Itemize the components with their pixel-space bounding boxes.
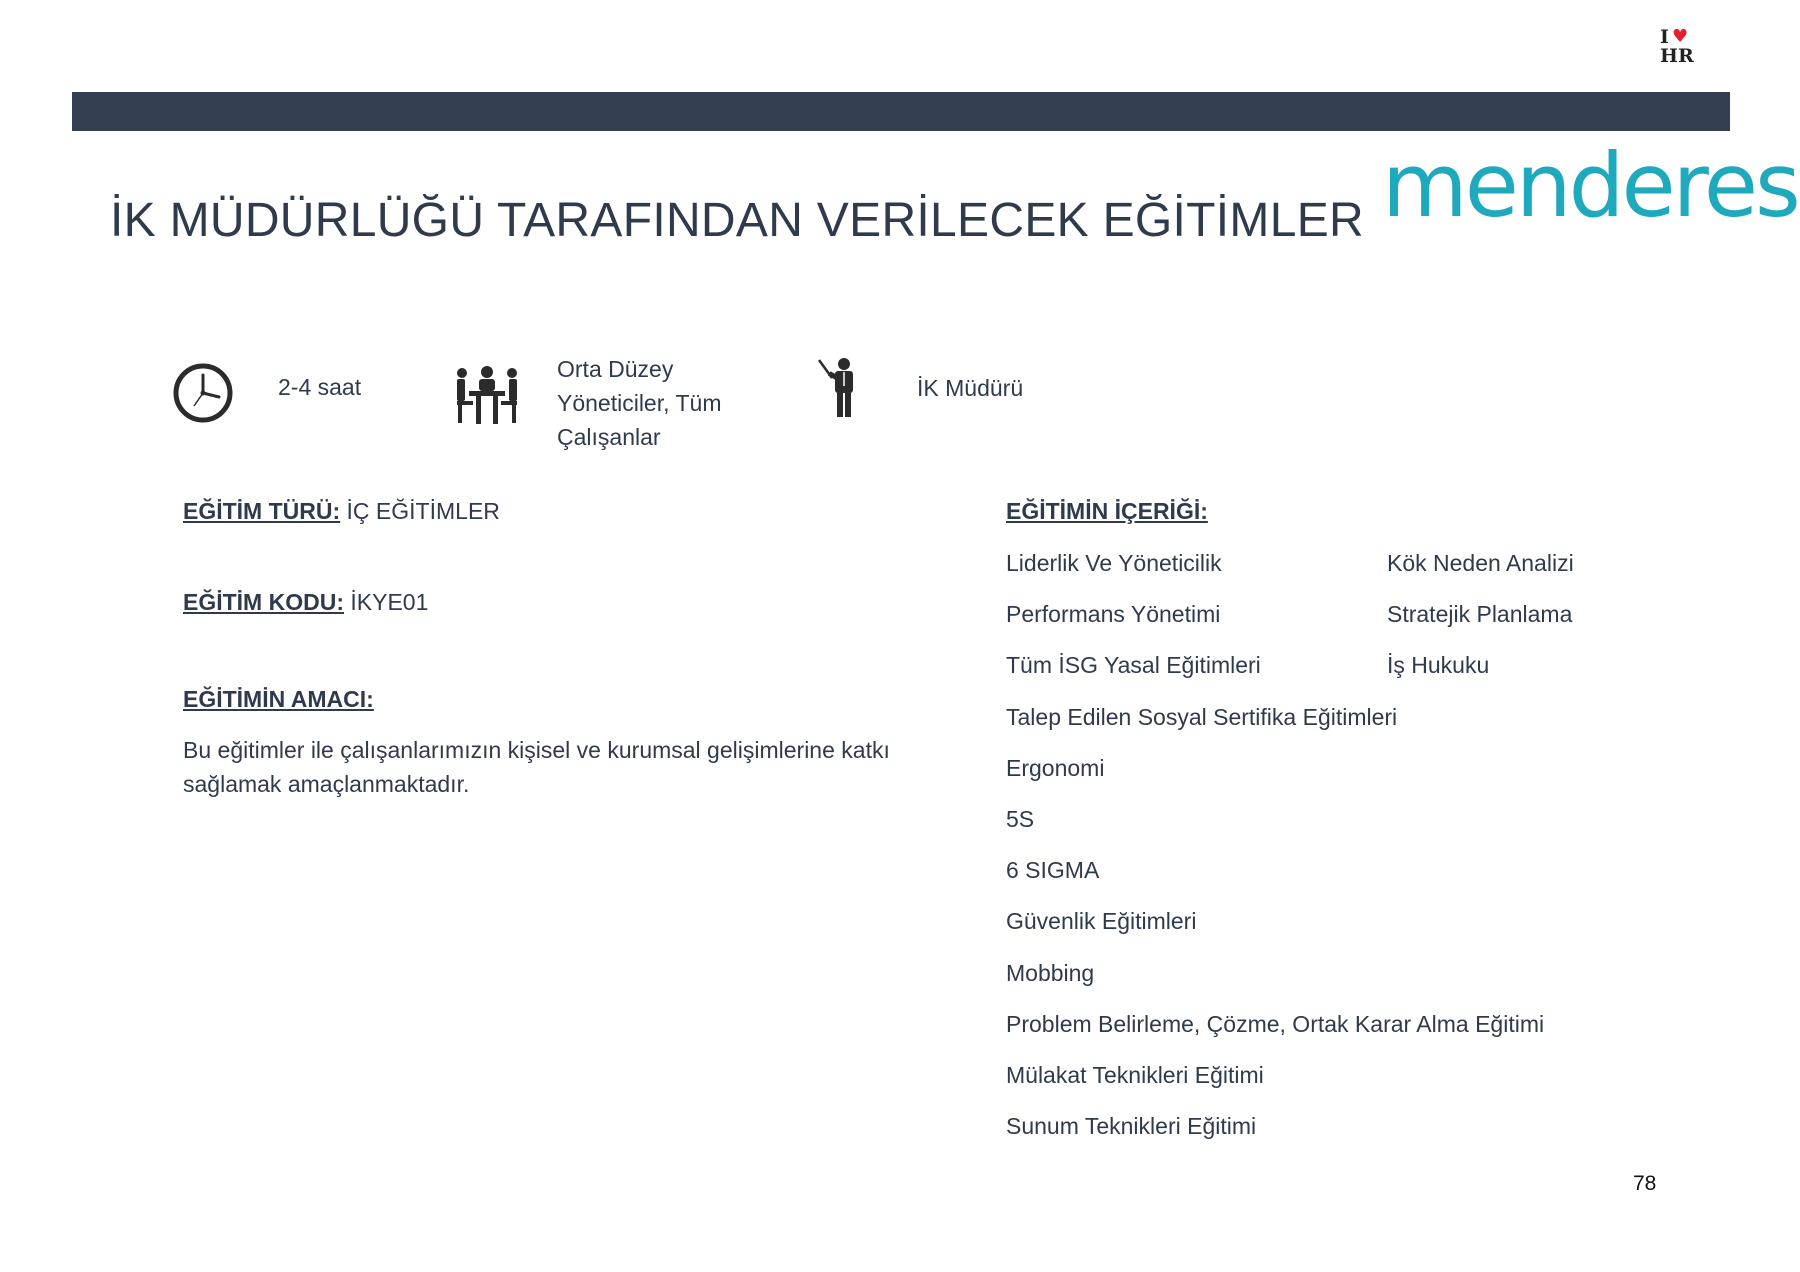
audience-line: Yöneticiler, Tüm: [557, 390, 722, 416]
training-code-label: EĞİTİM KODU:: [183, 589, 344, 615]
badge-letter-i: I: [1660, 26, 1669, 48]
list-item: 5S: [1006, 806, 1035, 832]
training-type-label: EĞİTİM TÜRÜ:: [183, 498, 341, 524]
i-love-hr-badge: [1652, 28, 1702, 72]
list-item: Performans Yönetimi: [1006, 601, 1221, 627]
trainer-text: İK Müdürü: [917, 375, 1024, 401]
training-purpose-label: EĞİTİMİN AMACI:: [183, 686, 374, 712]
purpose-line: Bu eğitimler ile çalışanlarımızın kişisel ve kurumsal gelişimlerine katkı: [183, 737, 890, 763]
list-item: Sunum Teknikleri Eğitimi: [1006, 1113, 1257, 1139]
list-item: İş Hukuku: [1387, 652, 1490, 678]
header-band: [72, 92, 1730, 131]
badge-hr-text: HR: [1660, 45, 1694, 67]
menderes-logo: [1382, 134, 1798, 237]
clock-icon: [172, 362, 234, 424]
training-code: [183, 585, 428, 619]
page-title: İK MÜDÜRLÜĞÜ TARAFINDAN VERİLECEK EĞİTİMLER: [110, 194, 1364, 247]
list-item: 6 SIGMA: [1006, 857, 1100, 883]
presenter-icon: [818, 356, 858, 418]
training-purpose-text: [183, 733, 923, 801]
meeting-icon: [455, 364, 519, 426]
list-item: Kök Neden Analizi: [1387, 550, 1574, 576]
list-item: Liderlik Ve Yöneticilik: [1006, 550, 1222, 576]
list-item: Mülakat Teknikleri Eğitimi: [1006, 1062, 1264, 1088]
logo-text: menderes: [1382, 134, 1798, 237]
heart-icon: ♥: [1672, 26, 1689, 47]
list-item: Problem Belirleme, Çözme, Ortak Karar Alma Eğitimi: [1006, 1011, 1545, 1037]
list-item: Mobbing: [1006, 960, 1095, 986]
audience-text: [557, 352, 721, 454]
training-type: [183, 494, 500, 528]
page-number: 78: [1633, 1172, 1657, 1195]
audience-line: Çalışanlar: [557, 424, 661, 450]
list-item: Tüm İSG Yasal Eğitimleri: [1006, 652, 1261, 678]
training-content-label: EĞİTİMİN İÇERİĞİ:: [1006, 498, 1208, 524]
list-item: Ergonomi: [1006, 755, 1105, 781]
list-item: Güvenlik Eğitimleri: [1006, 908, 1197, 934]
duration-text: 2-4 saat: [278, 374, 362, 400]
purpose-line: sağlamak amaçlanmaktadır.: [183, 771, 470, 797]
list-item: Stratejik Planlama: [1387, 601, 1573, 627]
list-item: Talep Edilen Sosyal Sertifika Eğitimleri: [1006, 704, 1398, 730]
training-type-value: İÇ EĞİTİMLER: [346, 498, 500, 524]
training-code-value: İKYE01: [350, 589, 429, 615]
audience-line: Orta Düzey: [557, 356, 674, 382]
